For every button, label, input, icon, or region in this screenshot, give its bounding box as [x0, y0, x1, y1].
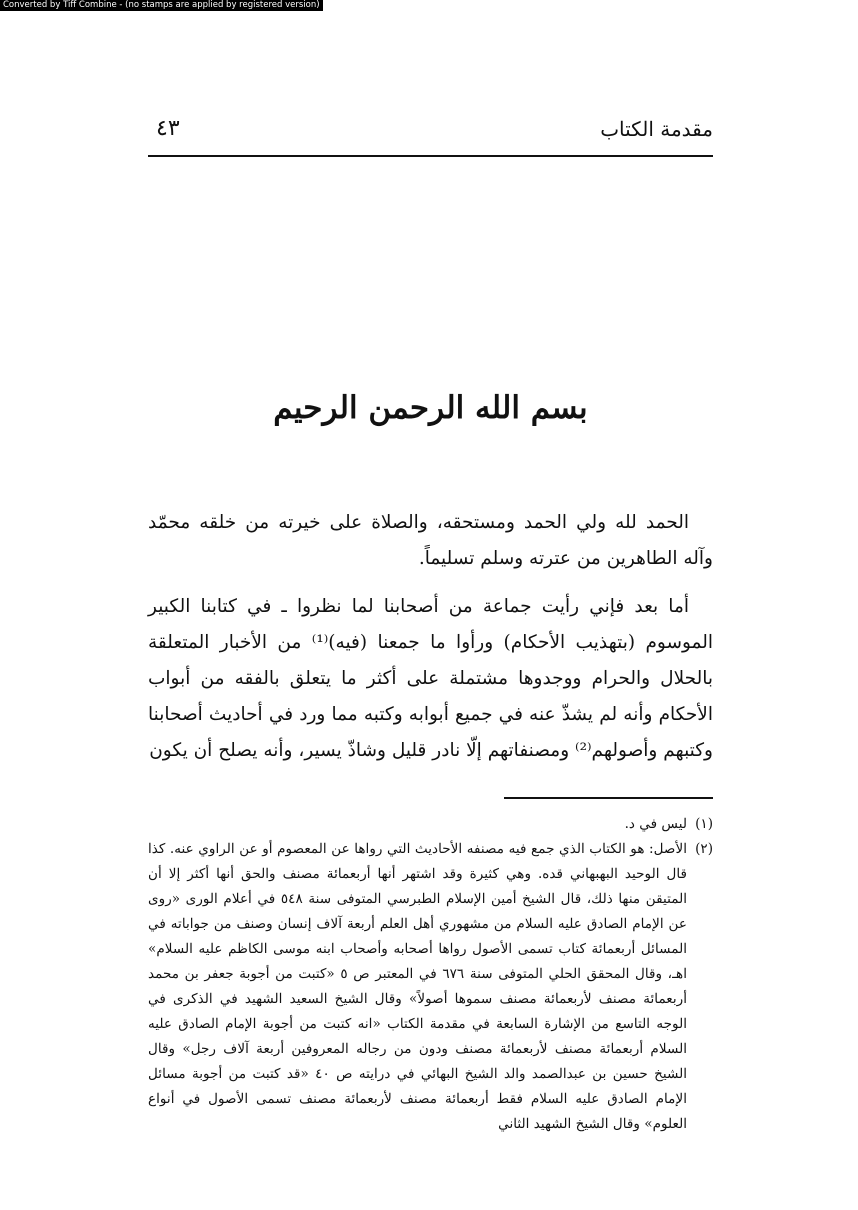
- footnote-text: الأصل: هو الكتاب الذي جمع فيه مصنفه الأحاديث التي رواها عن المعصوم أو عن الراوي عنه. كذا قال الوحيد البهبهاني قده. وهي كثيرة وقد اشتهر أنها أربعمائة مصنف والحق أنها أكثر إلا أن المتيقن منها ذلك، قال الشيخ أمين الإسلام الطبرسي المتوفى سنة ٥٤٨ في أعلام الورى «روى عن الإمام الصادق عليه السلام من مشهوري أهل العلم أربعة آلاف إنسان وصنف من جواباته في المسائل أربعمائة كتاب تسمى الأصول رواها أصحابه وأصحاب ابنه موسى الكاظم عليه السلام» اهـ، وقال المحقق الحلي المتوفى سنة ٦٧٦ في المعتبر ص ٥ «كتبت من أجوبة جعفر بن محمد أربعمائة مصنف لأربعمائة مصنف سموها أصولاً» وقال الشيخ السعيد الشهيد في الذكرى في الوجه التاسع من الإشارة السابعة في مقدمة الكتاب «انه كتبت من أجوبة الإمام الصادق عليه السلام أربعمائة مصنف لأربعمائة مصنف ودون من رجاله المعروفين أربعة آلاف رجل» وقال الشيخ حسين بن عبدالصمد والد الشيخ البهائي في درايته ص ٤٠ «قد كتبت من أجوبة مسائل الإمام الصادق عليه السلام فقط أربعمائة مصنف لأربعمائة مصنف تسمى الأصول في أنواع العلوم» وقال الشيخ الشهيد الثاني: [148, 841, 687, 1132]
- running-header: [148, 112, 713, 148]
- footnotes: [148, 812, 713, 1137]
- footnote-item: [148, 812, 713, 837]
- body-text: [148, 505, 713, 769]
- footnote-separator: [504, 797, 713, 799]
- paragraph-praise: الحمد لله ولي الحمد ومستحقه، والصلاة على خيرته من خلقه محمّد وآله الطاهرين من عترته وسلم تسليماً.: [148, 512, 713, 569]
- paragraph-intro: أما بعد فإني رأيت جماعة من أصحابنا لما نظروا ـ في كتابنا الكبير الموسوم (بتهذيب الأحكام) ورأوا ما جمعنا (فيه)⁽¹⁾ من الأخبار المتعلقة بالحلال والحرام ووجدوها مشتملة على أكثر ما يتعلق بالفقه من أبواب الأحكام وأنه لم يشذّ عنه في جميع أبوابه وكتبه مما ورد في أحاديث أصحابنا وكتبهم وأصولهم⁽²⁾ ومصنفاتهم إلّا نادر قليل وشاذّ يسير، وأنه يصلح أن يكون: [148, 596, 713, 761]
- running-title: مقدمة الكتاب: [600, 117, 713, 141]
- footnote-marker: (١): [695, 816, 713, 832]
- footnote-text: ليس في د.: [624, 816, 687, 832]
- header-rule: [148, 155, 713, 157]
- converter-banner: Converted by Tiff Combine - (no stamps are applied by registered version): [0, 0, 323, 11]
- page-number: ٤٣: [156, 116, 180, 141]
- footnote-item: [148, 837, 713, 1137]
- footnote-marker: (٢): [695, 841, 713, 857]
- basmala-heading: بسم الله الرحمن الرحيم: [273, 390, 588, 426]
